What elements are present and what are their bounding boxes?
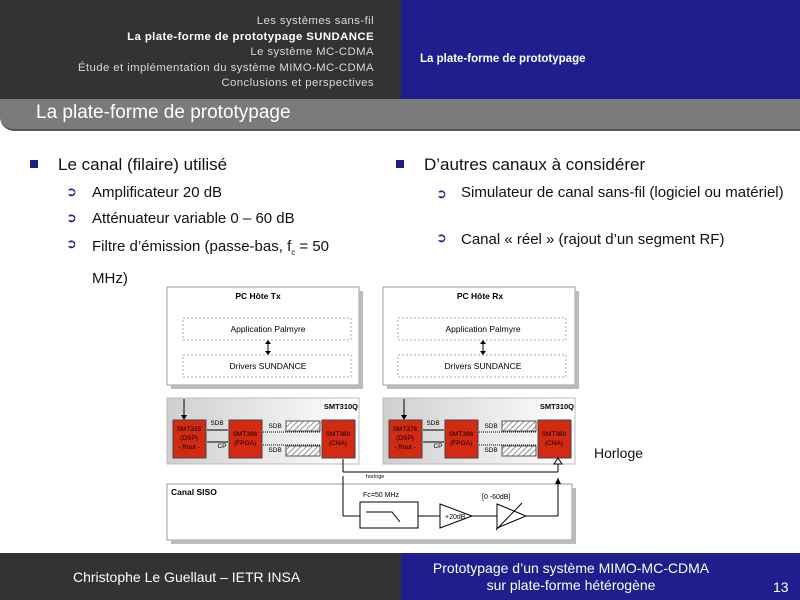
page-number: 13 bbox=[773, 579, 789, 595]
tx-dsp-l2: (DSP) bbox=[180, 435, 198, 442]
left-item-amp: Amplificateur 20 dB bbox=[92, 184, 223, 201]
rx-drivers-label: Drivers SUNDANCE bbox=[444, 361, 522, 371]
rx-dsp-l2: (DSP) bbox=[396, 435, 414, 442]
rx-fpga-l1: SMT398 bbox=[448, 431, 474, 438]
nav-item-mccdma[interactable]: Le système MC-CDMA bbox=[250, 46, 374, 59]
nav-item-sundance[interactable]: La plate-forme de prototypage SUNDANCE bbox=[127, 30, 374, 43]
tx-drivers-label: Drivers SUNDANCE bbox=[229, 361, 307, 371]
sub-bullet-arrow-icon: ➲ bbox=[66, 184, 77, 199]
rx-cna-l1: SMT380 bbox=[541, 431, 567, 438]
right-heading: D’autres canaux à considérer bbox=[424, 155, 646, 174]
rx-sdb-a: SDB bbox=[426, 420, 440, 427]
amp-label: +20dB bbox=[445, 514, 466, 521]
rx-cp: CP bbox=[433, 443, 443, 450]
nav-item-wireless[interactable]: Les systèmes sans-fil bbox=[256, 15, 374, 27]
filter-text: Filtre d’émission (passe-bas, f bbox=[92, 238, 292, 255]
rx-board-label: SMT310Q bbox=[539, 402, 574, 411]
footer-talk-title bbox=[401, 560, 741, 594]
rx-host-pc bbox=[383, 287, 579, 389]
nav-item-conclusions[interactable]: Conclusions et perspectives bbox=[221, 77, 374, 90]
filter-subscript: c bbox=[291, 248, 296, 257]
footer-talk-line2: sur plate-forme hétérogène bbox=[486, 577, 656, 593]
filter-text-end: = 50 MHz) bbox=[92, 238, 330, 287]
tx-host-pc bbox=[167, 287, 363, 389]
rx-app-label: Application Palmyre bbox=[445, 324, 521, 334]
tx-sdb-c: SDB bbox=[268, 447, 282, 454]
slide-title: La plate-forme de prototypage bbox=[36, 102, 291, 123]
rx-dsp-l3: - Root - bbox=[394, 444, 416, 451]
clock-small-label: horloge bbox=[366, 474, 385, 480]
rx-sdb-c: SDB bbox=[484, 447, 498, 454]
sub-bullet-arrow-icon: ➲ bbox=[66, 210, 77, 225]
tx-fpga-l2: (FPGA) bbox=[233, 440, 257, 447]
sub-bullet-arrow-icon: ➲ bbox=[66, 236, 77, 251]
tx-cna-l2: (CNA) bbox=[328, 440, 348, 447]
tx-sdb-b: SDB bbox=[268, 423, 282, 430]
rx-sdb-b: SDB bbox=[484, 423, 498, 430]
rx-board bbox=[383, 398, 575, 464]
tx-cna-l1: SMT380 bbox=[325, 431, 351, 438]
tx-cp: CP bbox=[217, 443, 227, 450]
tx-app-label: Application Palmyre bbox=[230, 324, 306, 334]
siso-channel bbox=[167, 476, 576, 544]
filter-label: Fc=50 MHz bbox=[363, 492, 399, 499]
right-item-real: Canal « réel » (rajout d’un segment RF) bbox=[461, 231, 725, 248]
sub-bullet-arrow-icon: ➲ bbox=[436, 186, 447, 201]
tx-sdb-a: SDB bbox=[210, 420, 224, 427]
tx-fpga-l1: SMT398 bbox=[232, 431, 258, 438]
footer-author: Christophe Le Guellaut – IETR INSA bbox=[73, 569, 301, 585]
header-section-title: La plate-forme de prototypage bbox=[420, 53, 586, 65]
sub-bullet-arrow-icon: ➲ bbox=[436, 230, 447, 245]
right-item-simulator: Simulateur de canal sans-fil (logiciel ou matériel) bbox=[461, 184, 784, 201]
rx-host-title: PC Hôte Rx bbox=[456, 291, 504, 301]
rx-cna-l2: (CNA) bbox=[544, 440, 564, 447]
att-label: [0 -60dB] bbox=[482, 494, 511, 501]
tx-board-label: SMT310Q bbox=[323, 402, 358, 411]
tx-host-title: PC Hôte Tx bbox=[235, 291, 281, 301]
rx-dsp-l1: SMT376 bbox=[392, 426, 418, 433]
left-item-att: Atténuateur variable 0 – 60 dB bbox=[92, 210, 295, 227]
footer-talk-line1: Prototypage d’un système MIMO-MC-CDMA bbox=[432, 560, 710, 576]
tx-dsp-l1: SMT335 bbox=[176, 426, 202, 433]
rx-fpga-l2: (FPGA) bbox=[449, 440, 473, 447]
tx-board bbox=[167, 398, 359, 464]
left-heading: Le canal (filaire) utilisé bbox=[58, 155, 228, 174]
clock-label: Horloge bbox=[594, 445, 644, 461]
tx-dsp-l3: - Root - bbox=[178, 444, 200, 451]
nav-item-mimo[interactable]: Étude et implémentation du système MIMO-MC-CDMA bbox=[77, 61, 374, 74]
siso-label: Canal SISO bbox=[171, 487, 217, 497]
